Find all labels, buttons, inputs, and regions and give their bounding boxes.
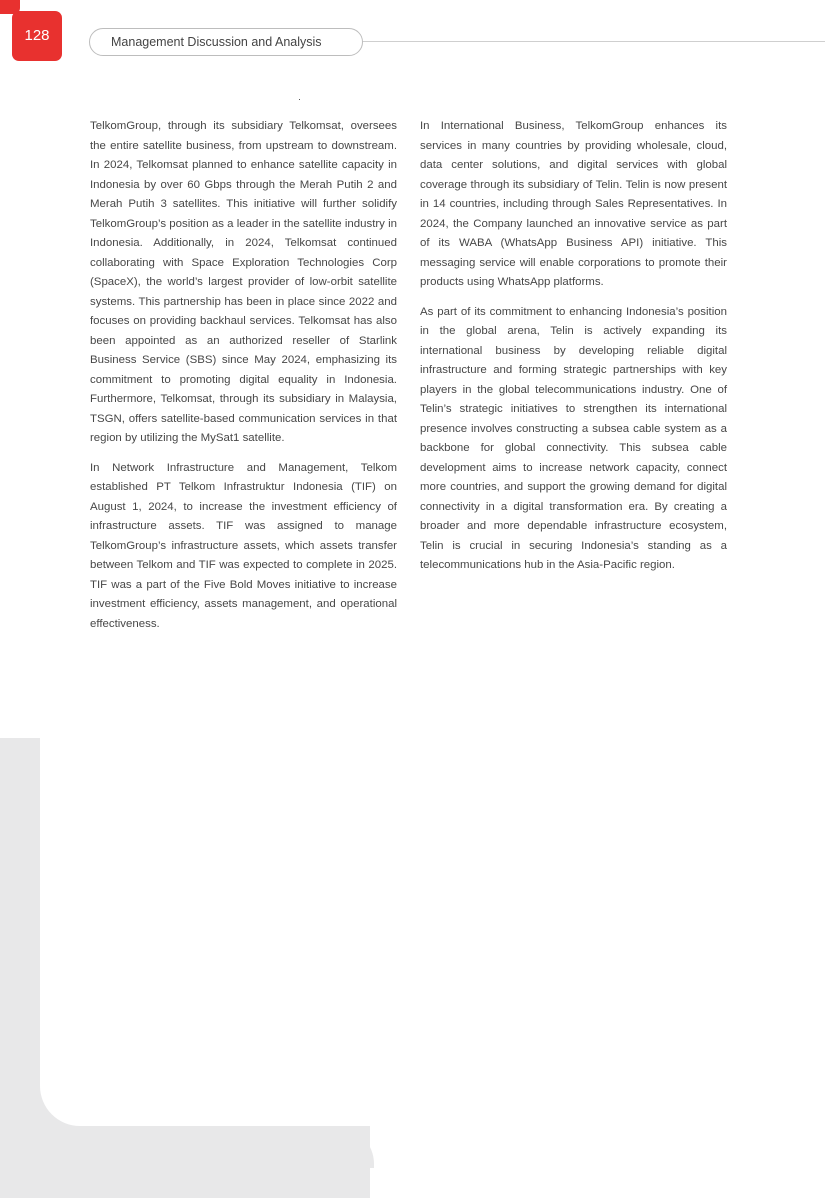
background-footer-fill (0, 1126, 320, 1168)
section-title-pill (89, 28, 363, 56)
page-number-badge (12, 11, 62, 61)
background-cutout (40, 738, 440, 1126)
right-column (420, 117, 727, 586)
section-title: Management Discussion and Analysis (111, 35, 322, 49)
paragraph-international-business: In International Business, TelkomGroup enhances its services in many countries by providing wholesale, cloud, data center solutions, and digital services with global coverage through its subsidiary of Telin. Telin is now present in 14 countries, including through Sales Representatives. In 2024, the Company launched an innovative service as part of its WABA (WhatsApp Business API) initiative. This messaging service will enable corporations to promote their products using WhatsApp platforms. (420, 120, 727, 288)
header-divider (362, 41, 825, 42)
left-column (90, 117, 397, 644)
page-number: 128 (24, 27, 50, 44)
paragraph-global-arena: As part of its commitment to enhancing Indonesia’s position in the global arena, Telin is actively expanding its international business by developing reliable digital infrastructure and forming strategic partnerships with key players in the global telecommunications industry. One of Telin’s strategic initiatives to strengthen its international presence involves constructing a subsea cable system as a backbone for global connectivity. This subsea cable development aims to increase network capacity, connect more countries, and support the growing demand for digital connectivity in a digital transformation era. By creating a broader and more dependable infrastructure ecosystem, Telin is crucial in securing Indonesia’s standing as a telecommunications hub in the Asia-Pacific region. (420, 305, 727, 571)
paragraph-satellite: TelkomGroup, through its subsidiary Telkomsat, oversees the entire satellite business, from upstream to downstream. In 2024, Telkomsat planned to enhance satellite capacity in Indonesia by over 60 Gbps through the Merah Putih 2 and Merah Putih 3 satellites. This initiative will further solidify TelkomGroup’s position as a leader in the satellite industry in Indonesia. Additionally, in 2024, Telkomsat continued collaborating with Space Exploration Technologies Corp (SpaceX), the world’s largest provider of low-orbit satellite systems. This partnership has been in place since 2022 and focuses on providing backhaul services. Telkomsat has also been appointed as an authorized reseller of Starlink Business Service (SBS) since May 2024, emphasizing its commitment to promoting digital equality in Indonesia. Furthermore, Telkomsat, through its subsidiary in Malaysia, TSGN, offers satellite-based communication services in that region by utilizing the MySat1 satellite. (90, 120, 397, 444)
paragraph-network-infrastructure: In Network Infrastructure and Management, Telkom established PT Telkom Infrastruktur Indonesia (TIF) on August 1, 2024, to increase the investment efficiency of infrastructure assets. TIF was assigned to manage TelkomGroup’s infrastructure assets, which assets transfer between Telkom and TIF was expected to complete in 2025. TIF was a part of the Five Bold Moves initiative to increase investment efficiency, assets management, and operational effectiveness. (90, 461, 397, 630)
stray-dot (299, 99, 300, 100)
